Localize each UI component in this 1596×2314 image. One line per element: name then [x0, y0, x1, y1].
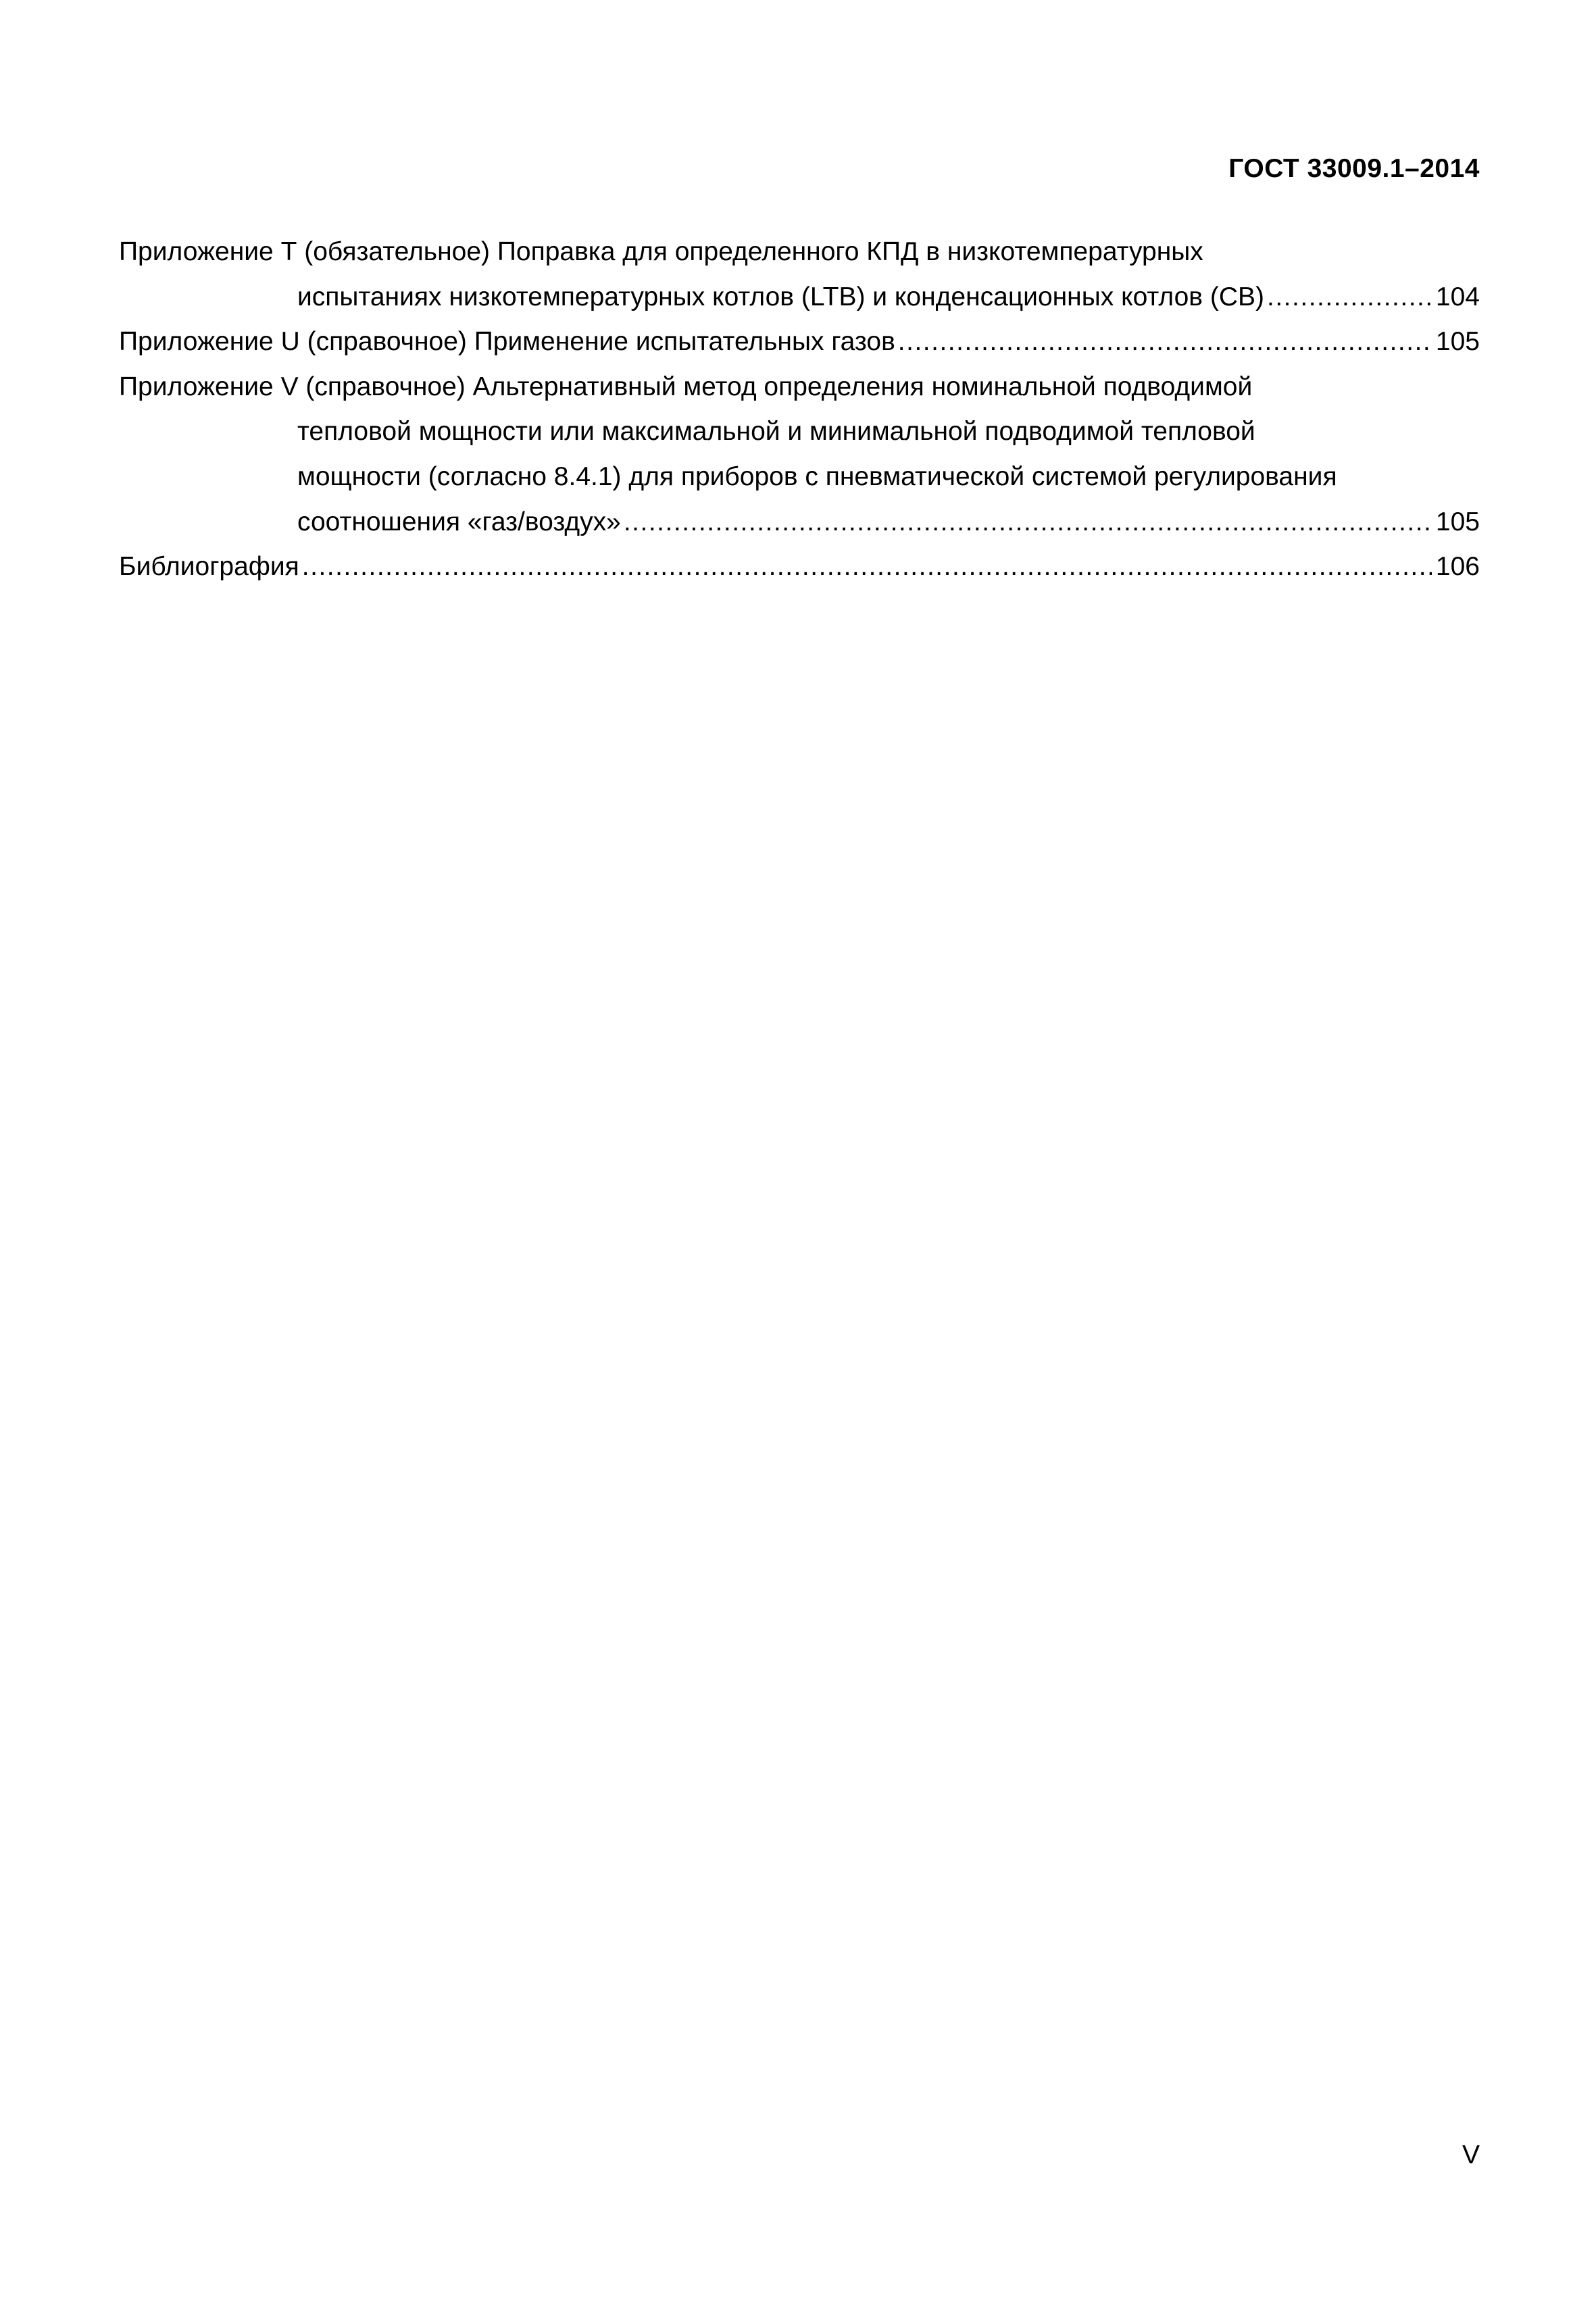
standard-code: ГОСТ 33009.1–2014: [1228, 154, 1480, 183]
toc-entry-leader-line: [119, 320, 1480, 365]
dot-leader: [624, 500, 1432, 545]
page-number: V: [1462, 2140, 1480, 2169]
toc-entry-continuation: мощности (согласно 8.4.1) для приборов с пневматической системой регулирования: [297, 461, 1337, 491]
table-of-contents: [119, 230, 1480, 590]
toc-entry-leader-line: [119, 275, 1480, 320]
toc-entry-annex-u[interactable]: [119, 320, 1480, 365]
toc-entry-title: Приложение Т (обязательное) Поправка для определенного КПД в низкотемпературных: [119, 237, 1203, 266]
toc-entry-leader-line: [119, 500, 1480, 545]
toc-entry-continuation: испытаниях низкотемпературных котлов (LTB) и конденсационных котлов (CB): [297, 282, 1265, 311]
dot-leader: [302, 545, 1432, 590]
toc-page-number: 105: [1435, 327, 1480, 357]
toc-page-number: 106: [1435, 552, 1480, 582]
toc-entry-annex-t[interactable]: [119, 230, 1480, 320]
toc-entry-leader-line: [119, 545, 1480, 590]
toc-entry-continuation: соотношения «газ/воздух»: [297, 507, 621, 536]
toc-entry-title: Библиография: [119, 552, 299, 582]
toc-entry-annex-v[interactable]: [119, 365, 1480, 545]
toc-page-number: 105: [1435, 507, 1480, 536]
dot-leader: [1267, 275, 1432, 320]
toc-page-number: 104: [1435, 282, 1480, 311]
toc-entry-title: Приложение V (справочное) Альтернативный метод определения номинальной подводимой: [119, 372, 1253, 401]
toc-entry-continuation: тепловой мощности или максимальной и минимальной подводимой тепловой: [297, 417, 1255, 447]
toc-entry-bibliography[interactable]: [119, 545, 1480, 590]
toc-entry-title: Приложение U (справочное) Применение испытательных газов: [119, 327, 895, 357]
document-header: [1228, 154, 1480, 184]
dot-leader: [898, 320, 1432, 365]
